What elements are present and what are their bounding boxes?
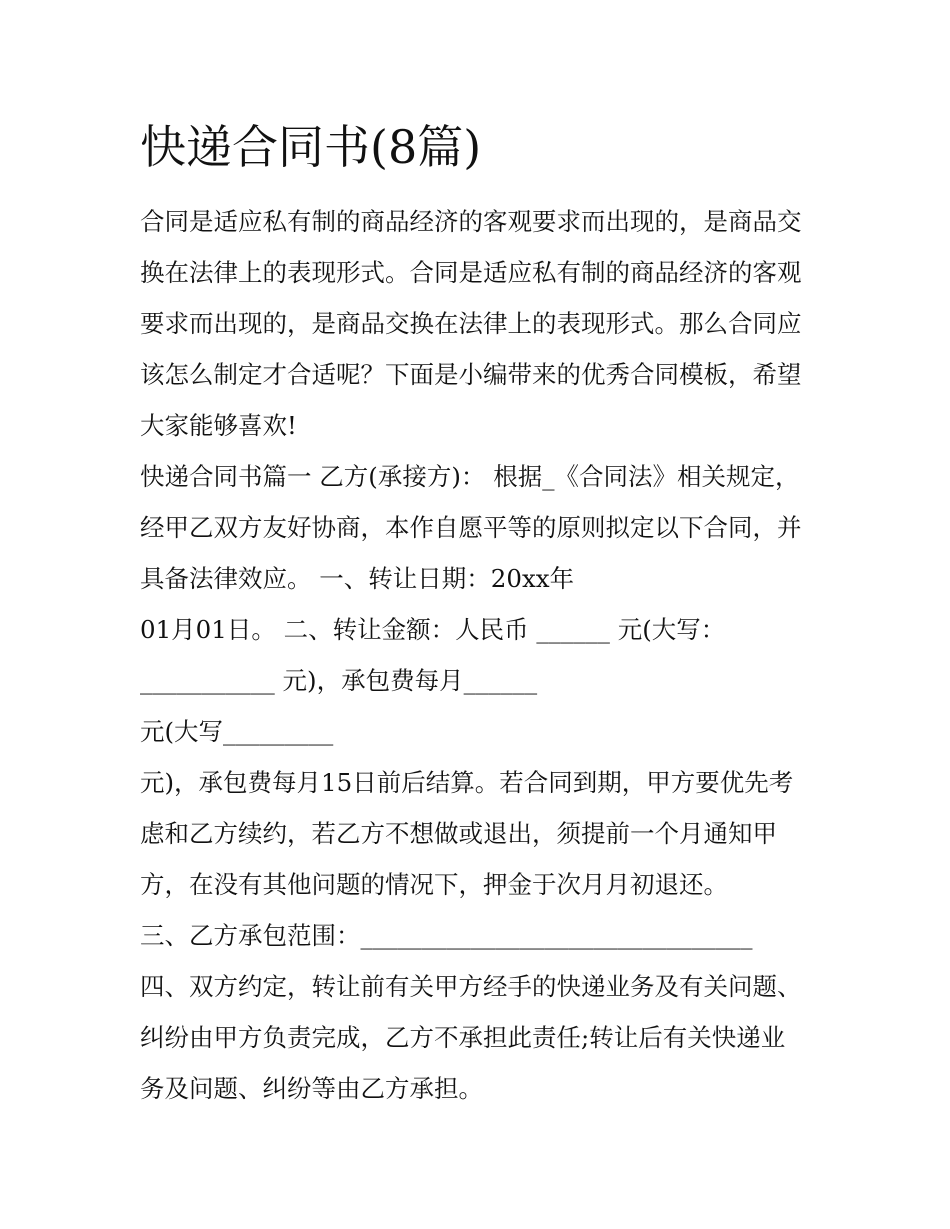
paragraph-line: 要求而出现的，是商品交换在法律上的表现形式。那么合同应 <box>140 309 802 338</box>
paragraph-line: 具备法律效应。 一、转让日期：20xx年 <box>140 564 575 593</box>
paragraph-line: 三、乙方承包范围：________________________________ <box>140 921 753 950</box>
paragraph-line: 经甲乙双方友好协商，本作自愿平等的原则拟定以下合同，并 <box>140 513 802 542</box>
paragraph-line: 虑和乙方续约，若乙方不想做或退出，须提前一个月通知甲 <box>140 819 777 848</box>
paragraph-line: 方，在没有其他问题的情况下，押金于次月月初退还。 <box>140 870 728 899</box>
paragraph-line: 元(大写_________ <box>140 717 334 746</box>
paragraph-line: 四、双方约定，转让前有关甲方经手的快递业务及有关问题、 <box>140 972 802 1001</box>
paragraph-line: 01月01日。 二、转让金额：人民币 ______ 元(大写： <box>140 615 726 644</box>
paragraph-line: 合同是适应私有制的商品经济的客观要求而出现的，是商品交 <box>140 207 802 236</box>
paragraph-line: 务及问题、纠纷等由乙方承担。 <box>140 1074 483 1103</box>
document-body <box>140 196 820 1114</box>
paragraph-line: 大家能够喜欢! <box>140 411 297 440</box>
paragraph-line: 纠纷由甲方负责完成，乙方不承担此责任;转让后有关快递业 <box>140 1023 786 1052</box>
paragraph-line: ___________ 元)，承包费每月______ <box>140 666 538 695</box>
document-title: 快递合同书(8篇) <box>140 120 482 174</box>
paragraph-line: 元)，承包费每月15日前后结算。若合同到期，甲方要优先考 <box>140 768 794 797</box>
paragraph-line: 换在法律上的表现形式。合同是适应私有制的商品经济的客观 <box>140 258 802 287</box>
paragraph-line: 该怎么制定才合适呢？下面是小编带来的优秀合同模板，希望 <box>140 360 802 389</box>
paragraph-line: 快递合同书篇一 乙方(承接方)： 根据_《合同法》相关规定， <box>140 462 800 491</box>
